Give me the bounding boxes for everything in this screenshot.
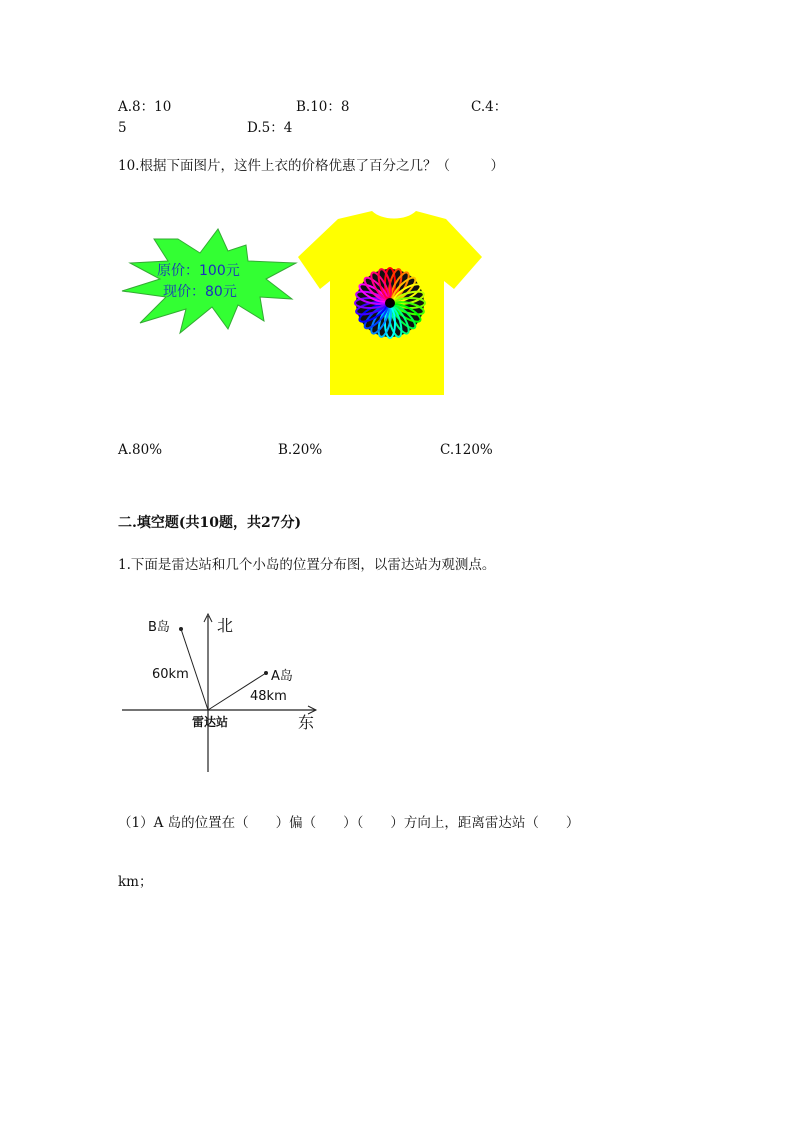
distance-b-label: 60km: [152, 667, 189, 682]
q10-option-a: A.80%: [118, 442, 163, 458]
q9-option-c: C.4：: [471, 99, 508, 115]
q9-option-b: B.10：8: [296, 99, 350, 115]
radar-station-label: 雷达站: [192, 715, 229, 729]
island-b-dot: [179, 627, 183, 631]
q10-option-c: C.120%: [440, 442, 493, 458]
island-a-dot: [264, 671, 268, 675]
flower-graphic: [355, 268, 425, 338]
tshirt-image: [294, 209, 494, 399]
q9-option-c-cont: 5: [118, 120, 127, 136]
q9-option-a: A.8：10: [118, 99, 172, 115]
flower-center: [385, 298, 395, 308]
island-a-label: A岛: [271, 669, 293, 684]
distance-a-label: 48km: [250, 689, 287, 704]
q10-option-b: B.20%: [278, 442, 323, 458]
price-burst-image: [120, 225, 300, 335]
burst-shape: [122, 229, 296, 333]
q9-option-d: D.5：4: [247, 120, 293, 136]
north-label: 北: [217, 616, 234, 635]
fill1-question: 1.下面是雷达站和几个小岛的位置分布图，以雷达站为观测点。: [118, 557, 496, 573]
section-heading: 二.填空题(共10题，共27分): [118, 515, 302, 531]
current-price-label: 现价：80元: [163, 284, 237, 300]
fill1-subquestion-1-cont: km；: [118, 874, 153, 890]
island-b-label: B岛: [148, 620, 170, 635]
fill1-subquestion-1: （1）A 岛的位置在（ ）偏（ ）（ ）方向上，距离雷达站（ ）: [118, 815, 580, 831]
east-label: 东: [298, 713, 315, 732]
original-price-label: 原价：100元: [157, 263, 240, 279]
q10-question: 10.根据下面图片，这件上衣的价格优惠了百分之几？（ ）: [118, 158, 504, 174]
